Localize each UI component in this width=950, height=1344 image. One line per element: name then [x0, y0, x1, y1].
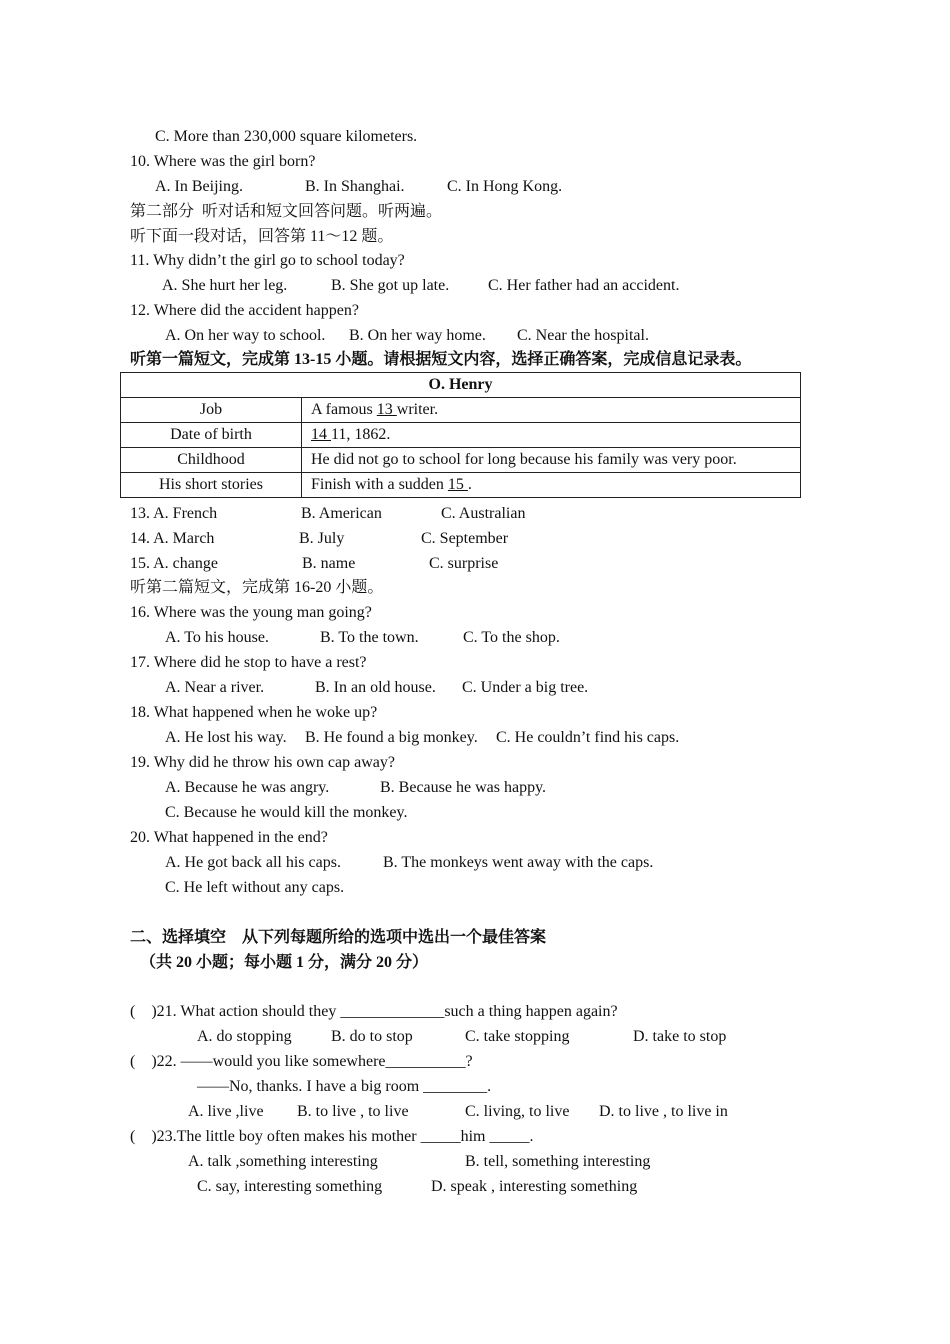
- q22-option-c: C. living, to live: [465, 1103, 570, 1120]
- q12-stem: 12. Where did the accident happen?: [130, 302, 359, 319]
- section2-title: 二、选择填空 从下列每题所给的选项中选出一个最佳答案: [130, 929, 547, 946]
- q23-option-c: C. say, interesting something: [197, 1178, 383, 1195]
- section2-subtitle: （共 20 小题；每小题 1 分，满分 20 分）: [140, 954, 429, 971]
- q16-stem: 16. Where was the young man going?: [130, 604, 372, 621]
- q13-option-c: C. Australian: [441, 505, 526, 522]
- info-record-table: [120, 372, 801, 498]
- q10-stem: 10. Where was the girl born?: [130, 153, 316, 170]
- blank-14: 14: [311, 426, 331, 443]
- q14-option-b: B. July: [299, 530, 345, 547]
- q17-option-a: A. Near a river.: [165, 679, 265, 696]
- q23-option-b: B. tell, something interesting: [465, 1153, 651, 1170]
- q20-option-c: C. He left without any caps.: [165, 879, 345, 896]
- q20-option-b: B. The monkeys went away with the caps.: [383, 854, 654, 871]
- q22-reply: ——No, thanks. I have a big room ________.: [197, 1078, 492, 1095]
- q22-option-b: B. to live , to live: [297, 1103, 409, 1120]
- q19-stem: 19. Why did he throw his own cap away?: [130, 754, 395, 771]
- row-label: Date of birth: [121, 423, 302, 448]
- q19-option-a: A. Because he was angry.: [165, 779, 330, 796]
- q11-option-a: A. She hurt her leg.: [162, 277, 288, 294]
- dialog-intro: 听下面一段对话，回答第 11～12 题。: [130, 228, 394, 245]
- q15-option-c: C. surprise: [429, 555, 499, 572]
- q21-option-c: C. take stopping: [465, 1028, 570, 1045]
- table-row: [121, 448, 801, 473]
- q11-stem: 11. Why didn’t the girl go to school today?: [130, 252, 405, 269]
- q21-stem: ( )21. What action should they _____________such a thing happen again?: [130, 1003, 618, 1020]
- row-label: Childhood: [121, 448, 302, 473]
- q22-option-d: D. to live , to live in: [599, 1103, 728, 1120]
- q21-option-a: A. do stopping: [197, 1028, 292, 1045]
- row-value: Finish with a sudden 15 .: [302, 473, 801, 498]
- blank-13: 13: [376, 401, 397, 418]
- q22-stem: ( )22. ——would you like somewhere__________?: [130, 1053, 473, 1070]
- q14-option-a: 14. A. March: [130, 530, 215, 547]
- q9-option-c: C. More than 230,000 square kilometers.: [155, 128, 418, 145]
- blank-15: 15: [447, 476, 468, 493]
- row-value: He did not go to school for long because his family was very poor.: [302, 448, 801, 473]
- q17-option-c: C. Under a big tree.: [462, 679, 589, 696]
- q10-option-c: C. In Hong Kong.: [447, 178, 563, 195]
- q17-option-b: B. In an old house.: [315, 679, 436, 696]
- q19-option-c: C. Because he would kill the monkey.: [165, 804, 408, 821]
- row-value: 14 11, 1862.: [302, 423, 801, 448]
- q18-option-a: A. He lost his way.: [165, 729, 287, 746]
- table-title: O. Henry: [121, 373, 801, 398]
- q17-stem: 17. Where did he stop to have a rest?: [130, 654, 367, 671]
- q21-option-b: B. do to stop: [331, 1028, 413, 1045]
- q19-option-b: B. Because he was happy.: [380, 779, 547, 796]
- q12-option-c: C. Near the hospital.: [517, 327, 649, 344]
- q10-option-a: A. In Beijing.: [155, 178, 243, 195]
- q23-option-d: D. speak , interesting something: [431, 1178, 638, 1195]
- q13-option-b: B. American: [301, 505, 382, 522]
- table-header-row: [121, 373, 801, 398]
- part2-title: 第二部分 听对话和短文回答问题。听两遍。: [130, 203, 443, 220]
- row-value: A famous 13 writer.: [302, 398, 801, 423]
- q21-option-d: D. take to stop: [633, 1028, 727, 1045]
- q16-option-b: B. To the town.: [320, 629, 419, 646]
- q10-option-b: B. In Shanghai.: [305, 178, 405, 195]
- q20-stem: 20. What happened in the end?: [130, 829, 328, 846]
- q16-option-c: C. To the shop.: [463, 629, 560, 646]
- table-row: [121, 423, 801, 448]
- q20-option-a: A. He got back all his caps.: [165, 854, 341, 871]
- q15-option-b: B. name: [302, 555, 356, 572]
- q22-option-a: A. live ,live: [188, 1103, 264, 1120]
- q12-option-b: B. On her way home.: [349, 327, 486, 344]
- passage2-intro: 听第二篇短文，完成第 16-20 小题。: [130, 579, 384, 596]
- q23-stem: ( )23.The little boy often makes his mother _____him _____.: [130, 1128, 534, 1145]
- q11-option-c: C. Her father had an accident.: [488, 277, 680, 294]
- passage1-intro: 听第一篇短文，完成第 13-15 小题。请根据短文内容，选择正确答案，完成信息记录表。: [130, 351, 752, 368]
- row-label: Job: [121, 398, 302, 423]
- table-row: [121, 473, 801, 498]
- q18-option-b: B. He found a big monkey.: [305, 729, 478, 746]
- q12-option-a: A. On her way to school.: [165, 327, 326, 344]
- q14-option-c: C. September: [421, 530, 509, 547]
- table-row: [121, 398, 801, 423]
- row-label: His short stories: [121, 473, 302, 498]
- q23-option-a: A. talk ,something interesting: [188, 1153, 378, 1170]
- q18-option-c: C. He couldn’t find his caps.: [496, 729, 680, 746]
- q13-option-a: 13. A. French: [130, 505, 218, 522]
- q15-option-a: 15. A. change: [130, 555, 218, 572]
- q18-stem: 18. What happened when he woke up?: [130, 704, 378, 721]
- q11-option-b: B. She got up late.: [331, 277, 450, 294]
- q16-option-a: A. To his house.: [165, 629, 269, 646]
